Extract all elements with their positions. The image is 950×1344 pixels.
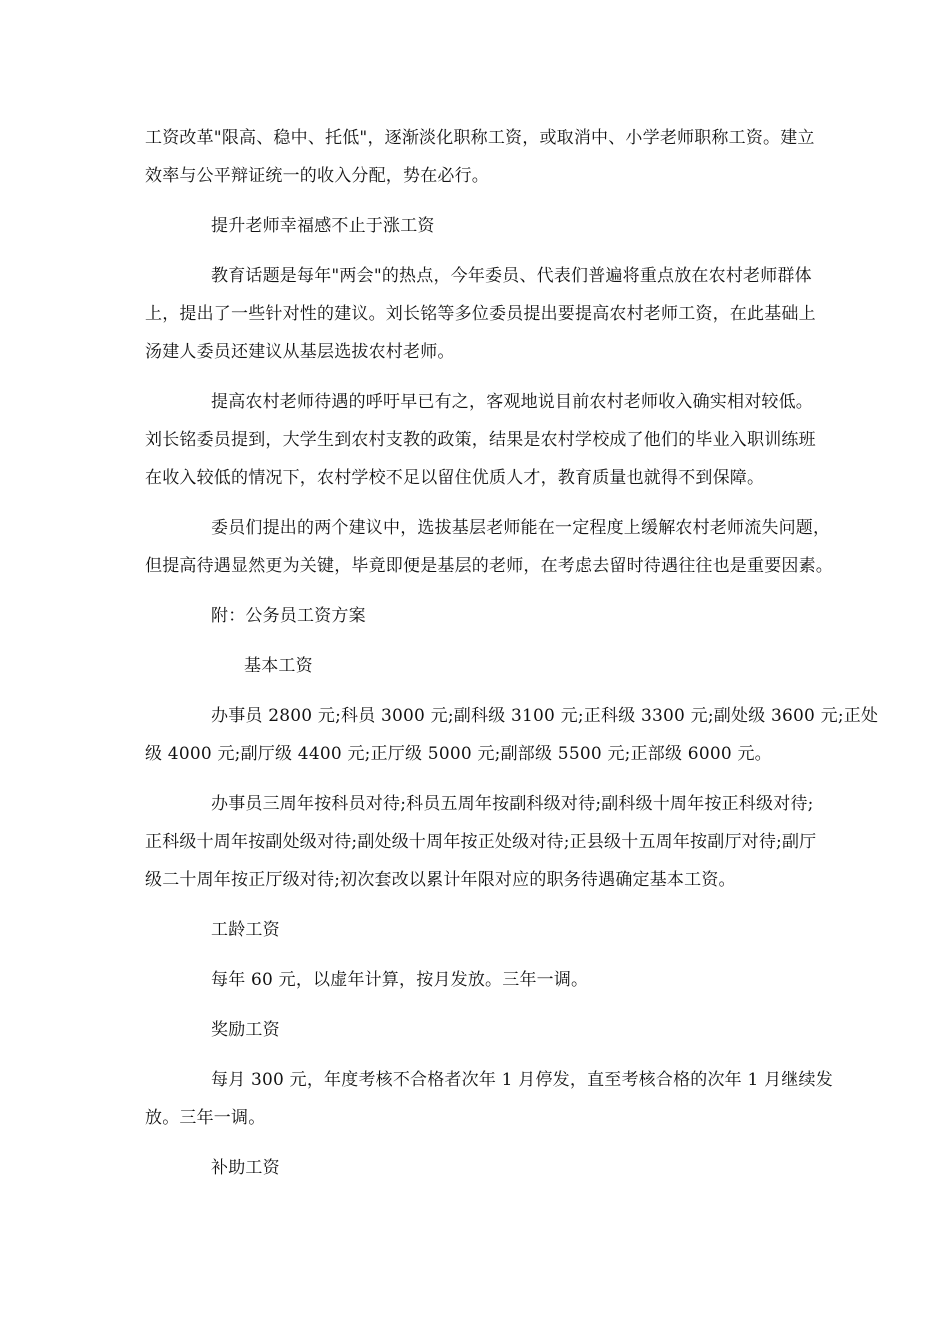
paragraph-line: 教育话题是每年"两会"的热点，今年委员、代表们普遍将重点放在农村老师群体: [211, 266, 812, 286]
paragraph-line: 每年 60 元，以虚年计算，按月发放。三年一调。: [211, 970, 589, 990]
section-heading: 补助工资: [211, 1158, 280, 1178]
paragraph-line: 提高农村老师待遇的呼吁早已有之，客观地说目前农村老师收入确实相对较低。: [211, 392, 813, 412]
paragraph-line: 上，提出了一些针对性的建议。刘长铭等多位委员提出要提高农村老师工资，在此基础上: [145, 304, 816, 324]
paragraph-line: 每月 300 元，年度考核不合格者次年 1 月停发，直至考核合格的次年 1 月继续发: [211, 1070, 833, 1090]
paragraph-line: 工资改革"限高、稳中、托低"，逐渐淡化职称工资，或取消中、小学老师职称工资。建立: [145, 128, 815, 148]
paragraph-line: 级二十周年按正厅级对待;初次套改以累计年限对应的职务待遇确定基本工资。: [145, 870, 736, 890]
section-heading: 奖励工资: [211, 1020, 280, 1040]
paragraph-line: 委员们提出的两个建议中，选拔基层老师能在一定程度上缓解农村老师流失问题，: [211, 518, 831, 538]
section-heading: 工龄工资: [211, 920, 280, 940]
paragraph-line: 办事员 2800 元;科员 3000 元;副科级 3100 元;正科级 3300 元;副处级 3600 元;正处: [211, 706, 879, 726]
paragraph-line: 刘长铭委员提到，大学生到农村支教的政策，结果是农村学校成了他们的毕业入职训练班: [145, 430, 816, 450]
section-heading: 提升老师幸福感不止于涨工资: [211, 216, 435, 236]
paragraph-line: 级 4000 元;副厅级 4400 元;正厅级 5000 元;副部级 5500 元;正部级 6000 元。: [145, 744, 772, 764]
paragraph-line: 但提高待遇显然更为关键，毕竟即便是基层的老师，在考虑去留时待遇往往也是重要因素。: [145, 556, 833, 576]
paragraph-line: 效率与公平辩证统一的收入分配，势在必行。: [145, 166, 489, 186]
paragraph-line: 汤建人委员还建议从基层选拔农村老师。: [145, 342, 455, 362]
paragraph-line: 在收入较低的情况下，农村学校不足以留住优质人才，教育质量也就得不到保障。: [145, 468, 765, 488]
section-heading: 基本工资: [244, 656, 313, 676]
paragraph-line: 办事员三周年按科员对待;科员五周年按副科级对待;副科级十周年按正科级对待;: [211, 794, 814, 814]
paragraph-line: 放。三年一调。: [145, 1108, 266, 1128]
paragraph-line: 正科级十周年按副处级对待;副处级十周年按正处级对待;正县级十五周年按副厅对待;副厅: [145, 832, 817, 852]
appendix-heading: 附：公务员工资方案: [211, 606, 366, 626]
